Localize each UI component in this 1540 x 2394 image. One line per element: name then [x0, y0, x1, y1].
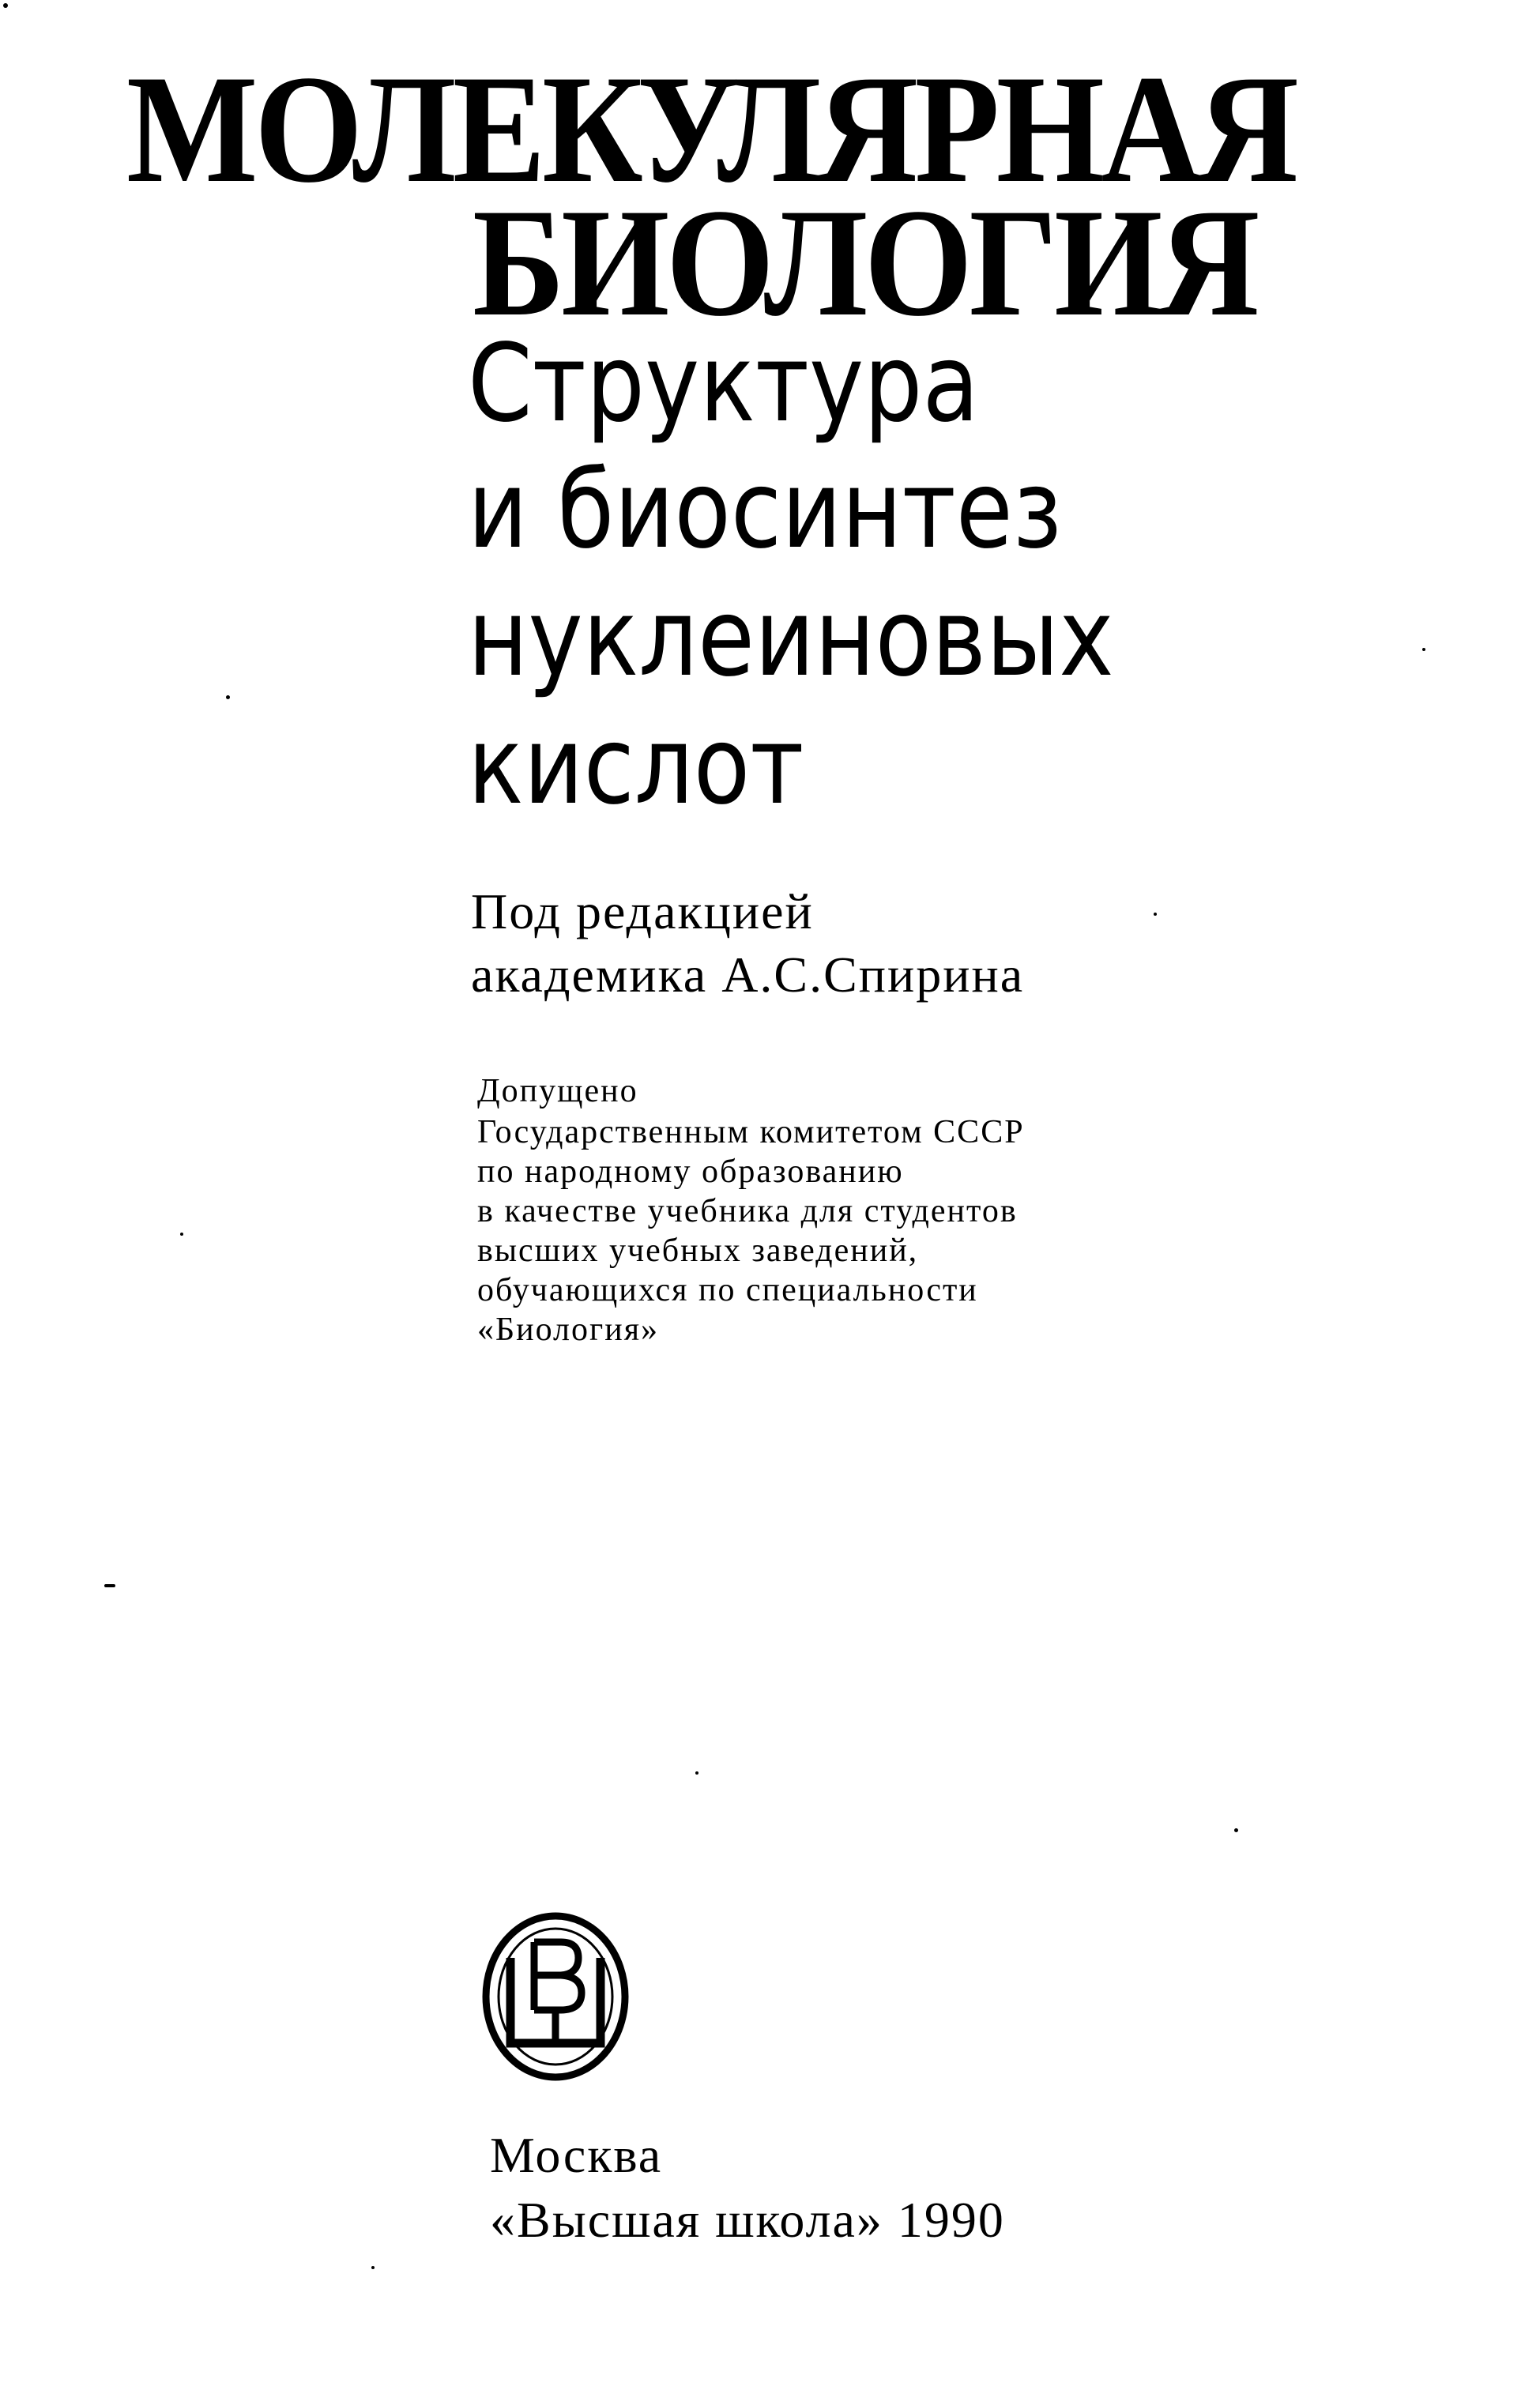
scan-speck	[695, 1771, 698, 1775]
scan-speck	[3, 3, 8, 8]
approval-line-4: в качестве учебника для студентов	[477, 1193, 1018, 1229]
subtitle-line-2: и биосинтез	[468, 448, 1062, 573]
approval-line-2: Государственным комитетом СССР	[477, 1114, 1025, 1150]
subtitle-line-3: нуклеиновых	[468, 576, 1114, 701]
approval-line-1: Допущено	[477, 1073, 638, 1109]
approval-line-5: высших учебных заведений,	[477, 1233, 919, 1269]
scan-speck	[1422, 648, 1425, 651]
subtitle-line-4: кислот	[468, 704, 804, 829]
imprint-publisher-year: «Высшая школа» 1990	[490, 2192, 1005, 2248]
book-title-line-2: БИОЛОГИЯ	[473, 177, 1256, 348]
editor-line-2: академика А.С.Спирина	[471, 947, 1025, 1003]
approval-line-3: по народному образованию	[477, 1154, 904, 1190]
scan-speck	[226, 695, 230, 699]
scan-speck	[104, 1584, 115, 1587]
approval-line-7: «Биология»	[477, 1312, 660, 1348]
book-title-line-1: МОЛЕКУЛЯРНАЯ	[126, 43, 1296, 215]
publisher-monogram-icon	[479, 1910, 632, 2083]
subtitle-line-1: Структура	[468, 322, 980, 446]
scan-speck	[180, 1233, 183, 1236]
scan-speck	[1234, 1828, 1238, 1832]
imprint-city: Москва	[490, 2127, 663, 2183]
editor-line-1: Под редакцией	[471, 883, 814, 939]
scan-speck	[1154, 913, 1157, 916]
approval-line-6: обучающихся по специальности	[477, 1272, 978, 1308]
scan-speck	[371, 2266, 375, 2269]
